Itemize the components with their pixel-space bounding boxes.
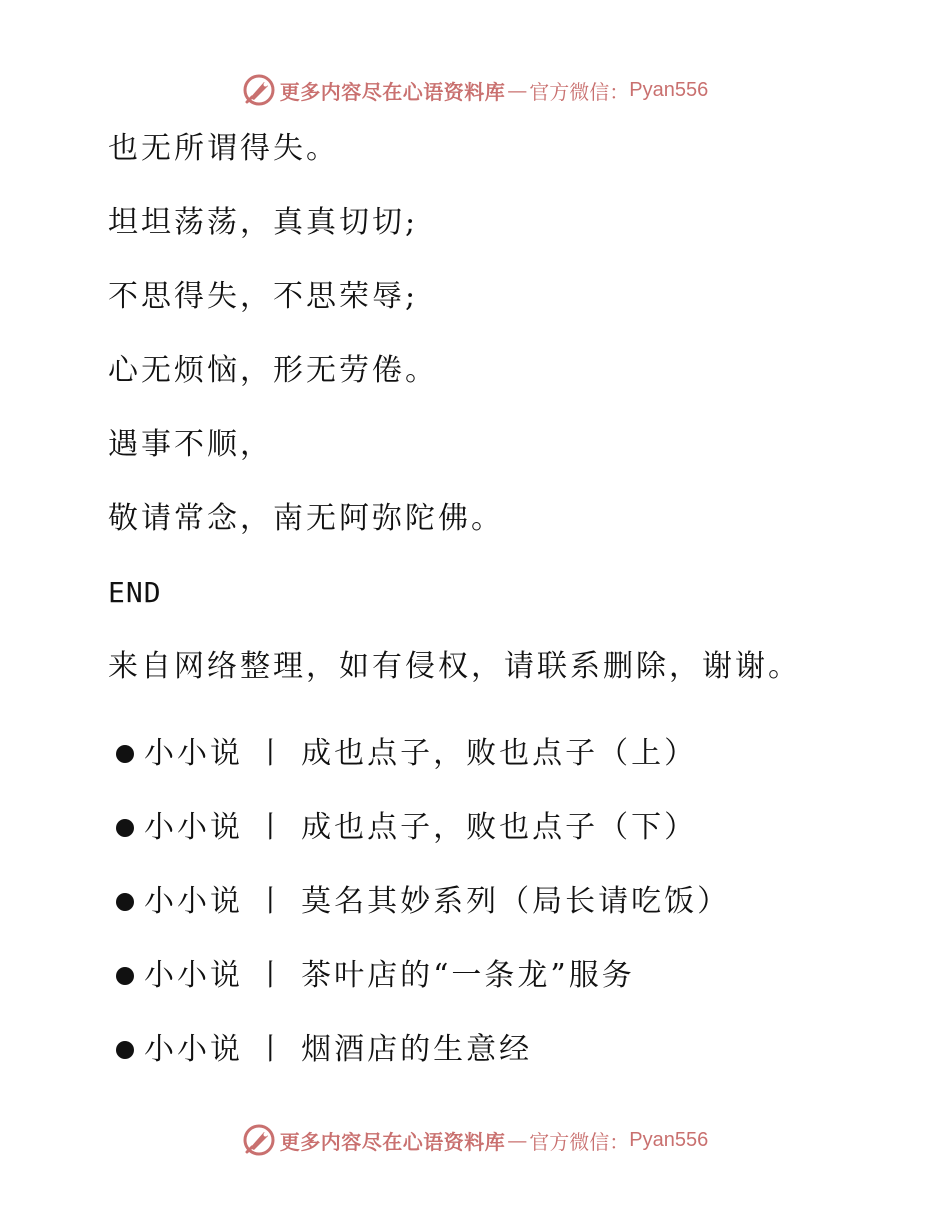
footer-watermark <box>0 1120 950 1160</box>
document-body <box>108 125 908 1087</box>
related-article-title: 小小说 丨 成也点子，败也点子（下） <box>144 810 698 845</box>
pen-nib-icon <box>242 73 276 107</box>
end-marker: END <box>108 576 162 609</box>
watermark-wechat-label: 官方微信： <box>529 1129 630 1154</box>
bullet-icon <box>116 967 134 985</box>
related-article-link[interactable] <box>108 939 908 1013</box>
text-line: 不思得失，不思荣辱; <box>108 279 419 314</box>
bullet-icon <box>116 745 134 763</box>
header-watermark <box>0 70 950 110</box>
watermark-text: 更多内容尽在心语资料库 <box>279 1129 506 1154</box>
watermark-dash: — <box>507 78 528 102</box>
related-article-title: 小小说 丨 莫名其妙系列（局长请吃饭） <box>144 884 731 919</box>
text-line: 也无所谓得失。 <box>108 131 339 166</box>
copyright-notice: 来自网络整理，如有侵权，请联系删除，谢谢。 <box>108 649 801 684</box>
watermark-text: 更多内容尽在心语资料库 <box>279 79 506 104</box>
bullet-icon <box>116 1041 134 1059</box>
bullet-icon <box>116 893 134 911</box>
text-line: 心无烦恼，形无劳倦。 <box>108 353 438 388</box>
related-article-title: 小小说 丨 成也点子，败也点子（上） <box>144 736 698 771</box>
bullet-icon <box>116 819 134 837</box>
related-article-title: 小小说 丨 烟酒店的生意经 <box>144 1032 533 1067</box>
related-article-link[interactable] <box>108 865 908 939</box>
text-line: 遇事不顺， <box>108 427 273 462</box>
related-article-link[interactable] <box>108 791 908 865</box>
watermark-wechat-label: 官方微信： <box>529 79 630 104</box>
watermark-dash: — <box>507 1128 528 1152</box>
pen-nib-icon <box>242 1123 276 1157</box>
watermark-wechat-id: Pyan556 <box>629 1128 709 1151</box>
related-article-link[interactable] <box>108 717 908 791</box>
text-line: 坦坦荡荡，真真切切; <box>108 205 419 240</box>
watermark-wechat-id: Pyan556 <box>629 78 709 101</box>
related-article-title: 小小说 丨 茶叶店的“一条龙”服务 <box>144 958 635 993</box>
related-article-link[interactable] <box>108 1013 908 1087</box>
text-line: 敬请常念，南无阿弥陀佛。 <box>108 501 504 536</box>
